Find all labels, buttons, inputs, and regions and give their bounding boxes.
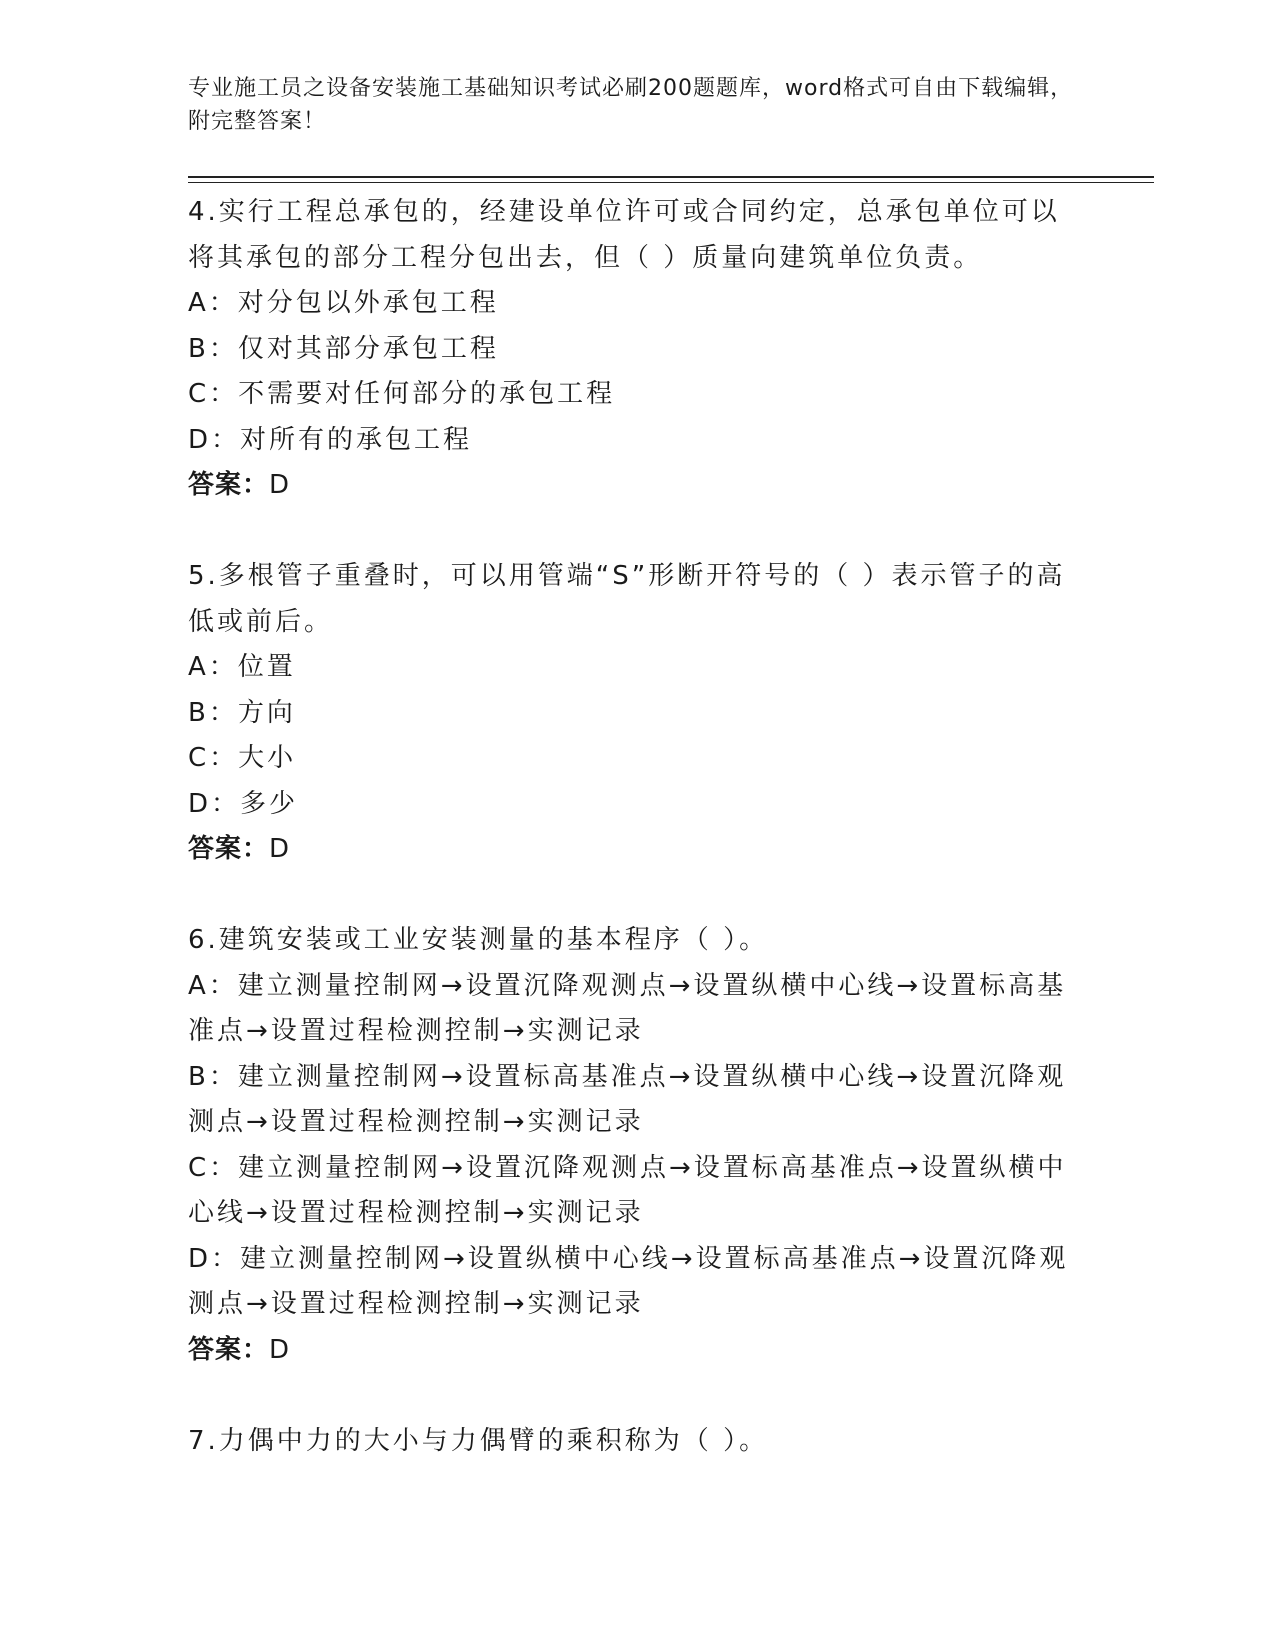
header-divider-thick — [188, 176, 1154, 178]
header-divider-thin — [188, 182, 1154, 183]
answer-label: 答案： — [188, 834, 270, 864]
question-text: 5.多根管子重叠时，可以用管端“S”形断开符号的（ ）表示管子的高低或前后。 — [188, 561, 1066, 637]
option-b: B：仅对其部分承包工程 — [188, 333, 499, 364]
question-7 — [188, 1419, 1088, 1465]
answer-line — [188, 827, 1088, 873]
answer-value: D — [269, 834, 291, 864]
option-c: C：大小 — [188, 743, 297, 773]
answer-value: D — [269, 1334, 291, 1365]
question-5 — [188, 554, 1088, 873]
option-b: B：方向 — [188, 697, 296, 728]
answer-line — [188, 463, 1088, 509]
spacer — [188, 873, 1088, 919]
question-6 — [188, 918, 1088, 1373]
answer-label: 答案： — [188, 1334, 270, 1365]
document-title: 专业施工员之设备安装施工基础知识考试必刷200题题库，word格式可自由下载编辑，附完整答案！ — [188, 76, 1074, 134]
option-a: A：对分包以外承包工程 — [188, 288, 499, 318]
question-text: 6.建筑安装或工业安装测量的基本程序（ ）。 — [188, 925, 769, 955]
answer-value: D — [269, 470, 291, 500]
answer-line — [188, 1328, 1088, 1374]
option-d: D：对所有的承包工程 — [188, 424, 473, 455]
option-c: C：建立测量控制网→设置沉降观测点→设置标高基准点→设置纵横中心线→设置过程检测控制→实测记录 — [188, 1152, 1067, 1228]
option-d: D：建立测量控制网→设置纵横中心线→设置标高基准点→设置沉降观测点→设置过程检测控制→实测记录 — [188, 1243, 1069, 1319]
spacer — [188, 509, 1088, 555]
spacer — [188, 1373, 1088, 1419]
question-text: 7.力偶中力的大小与力偶臂的乘积称为（ ）。 — [188, 1425, 769, 1456]
question-list — [188, 190, 1088, 1464]
question-text: 4.实行工程总承包的，经建设单位许可或合同约定，总承包单位可以将其承包的部分工程分包出去，但（ ）质量向建筑单位负责。 — [188, 197, 1060, 273]
option-a: A：位置 — [188, 652, 296, 682]
option-a: A：建立测量控制网→设置沉降观测点→设置纵横中心线→设置标高基准点→设置过程检测控制→实测记录 — [188, 970, 1067, 1046]
option-c: C：不需要对任何部分的承包工程 — [188, 379, 616, 409]
question-4 — [188, 190, 1088, 509]
option-b: B：建立测量控制网→设置标高基准点→设置纵横中心线→设置沉降观测点→设置过程检测控制→实测记录 — [188, 1061, 1067, 1137]
answer-label: 答案： — [188, 470, 270, 500]
document-header — [188, 72, 1088, 138]
option-d: D：多少 — [188, 788, 299, 819]
